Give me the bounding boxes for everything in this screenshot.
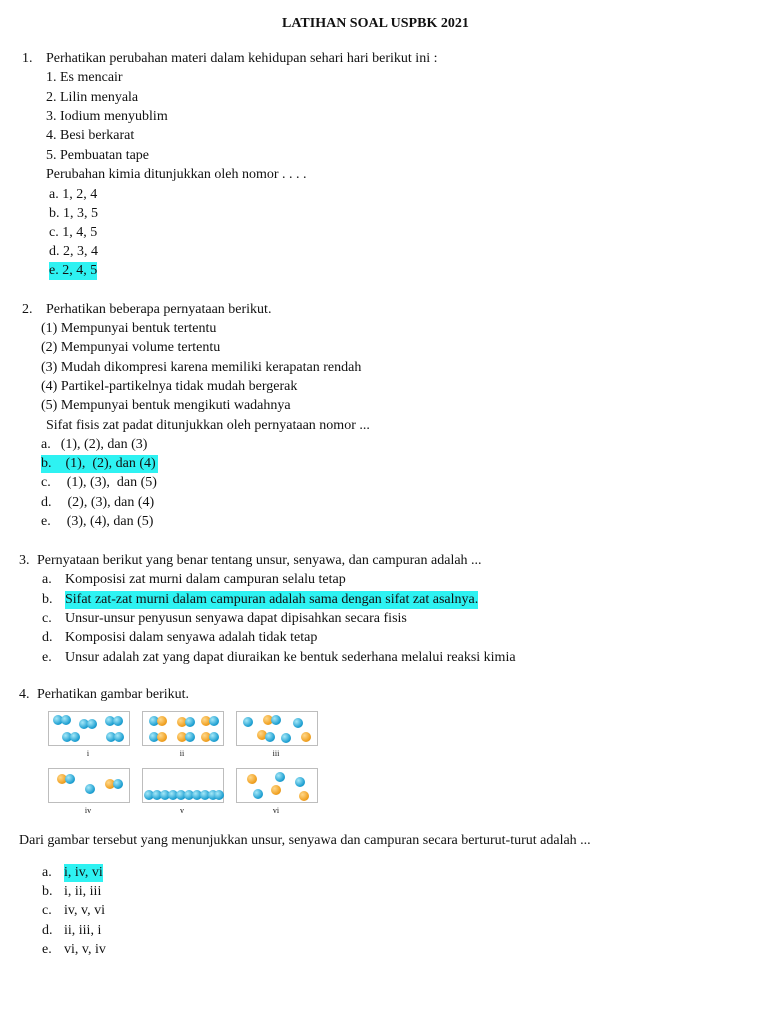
answer-option[interactable]: [49, 224, 97, 242]
question-prompt: Sifat fisis zat padat ditunjukkan oleh pernyataan nomor ...: [46, 418, 370, 433]
question-number: 3.: [19, 553, 30, 568]
option-letter: c.: [41, 475, 51, 490]
question-number: 4.: [19, 687, 30, 702]
option-letter: b.: [42, 884, 53, 899]
option-letter: a.: [42, 865, 52, 880]
answer-option-highlighted[interactable]: [41, 455, 158, 473]
figure-label: ii: [179, 749, 185, 758]
answer-option[interactable]: [41, 494, 154, 512]
question-number: 2.: [22, 302, 33, 317]
list-item: (2) Mempunyai volume tertentu: [41, 340, 221, 355]
list-item: 5. Pembuatan tape: [46, 148, 150, 163]
list-item: 1. Es mencair: [46, 70, 123, 85]
list-item: (4) Partikel-partikelnya tidak mudah bergerak: [41, 379, 298, 394]
answer-option[interactable]: Unsur-unsur penyusun senyawa dapat dipisahkan secara fisis: [65, 611, 407, 626]
option-letter: c.: [42, 611, 52, 626]
option-letter: b.: [41, 456, 52, 471]
option-text: 1, 2, 4: [62, 187, 98, 202]
answer-option-highlighted[interactable]: i, iv, vi: [64, 865, 103, 880]
option-text: (2), (3), dan (4): [67, 495, 155, 510]
answer-option[interactable]: vi, v, iv: [64, 942, 106, 957]
option-text: 2, 3, 4: [63, 244, 98, 259]
list-item: 2. Lilin menyala: [46, 90, 139, 105]
option-letter: e.: [42, 650, 52, 665]
option-letter: a.: [41, 437, 51, 452]
figure-label: v: [180, 806, 184, 815]
particle-figure-iv: [48, 768, 130, 803]
option-text: 1, 3, 5: [63, 206, 98, 221]
question-number: 1.: [22, 51, 33, 66]
answer-option[interactable]: Komposisi dalam senyawa adalah tidak tetap: [65, 630, 318, 645]
question-text: Perhatikan perubahan materi dalam kehidupan sehari hari berikut ini :: [46, 51, 438, 66]
option-letter: b.: [49, 206, 60, 221]
option-letter: c.: [49, 225, 59, 240]
option-text: 1, 4, 5: [62, 225, 98, 240]
answer-option[interactable]: [49, 243, 98, 261]
option-letter: d.: [42, 923, 53, 938]
list-item: (1) Mempunyai bentuk tertentu: [41, 321, 217, 336]
option-letter: d.: [49, 244, 60, 259]
particle-figure-v: [142, 768, 224, 803]
list-item: (3) Mudah dikompresi karena memiliki kerapatan rendah: [41, 360, 362, 375]
answer-option[interactable]: [49, 205, 98, 223]
figure-label: iv: [84, 806, 92, 815]
option-letter: e.: [41, 514, 51, 529]
page-title: LATIHAN SOAL USPBK 2021: [282, 16, 469, 31]
answer-option-highlighted[interactable]: [49, 262, 97, 280]
option-letter: b.: [42, 592, 53, 607]
answer-option[interactable]: Unsur adalah zat yang dapat diuraikan ke bentuk sederhana melalui reaksi kimia: [65, 650, 516, 665]
list-item: 3. Iodium menyublim: [46, 109, 168, 124]
particle-figure-vi: [236, 768, 318, 803]
answer-option[interactable]: [41, 474, 157, 492]
option-text: 2, 4, 5: [62, 263, 98, 278]
particle-figure-i: [48, 711, 130, 746]
option-text: (1), (3), dan (5): [66, 475, 157, 490]
option-letter: d.: [42, 630, 53, 645]
answer-option[interactable]: Komposisi zat murni dalam campuran selalu tetap: [65, 572, 346, 587]
option-text: (3), (4), dan (5): [66, 514, 154, 529]
question-text: Pernyataan berikut yang benar tentang unsur, senyawa, dan campuran adalah ...: [37, 553, 482, 568]
option-letter: e.: [42, 942, 52, 957]
figure-label: vi: [272, 806, 280, 815]
option-letter: a.: [42, 572, 52, 587]
answer-option[interactable]: i, ii, iii: [64, 884, 102, 899]
question-prompt: Perubahan kimia ditunjukkan oleh nomor . . . .: [46, 167, 307, 182]
list-item: 4. Besi berkarat: [46, 128, 135, 143]
answer-option[interactable]: ii, iii, i: [64, 923, 102, 938]
option-letter: e.: [49, 263, 59, 278]
option-text: (1), (2), dan (3): [60, 437, 148, 452]
question-text: Perhatikan gambar berikut.: [37, 687, 190, 702]
list-item: (5) Mempunyai bentuk mengikuti wadahnya: [41, 398, 291, 413]
option-letter: d.: [41, 495, 52, 510]
particle-figure-ii: [142, 711, 224, 746]
answer-option[interactable]: [41, 513, 153, 531]
question-prompt: Dari gambar tersebut yang menunjukkan unsur, senyawa dan campuran secara berturut-turut adalah ...: [19, 833, 591, 848]
figure-label: iii: [272, 749, 280, 758]
answer-option[interactable]: [49, 186, 97, 204]
option-letter: a.: [49, 187, 59, 202]
option-text: (1), (2), dan (4): [65, 456, 156, 471]
option-letter: c.: [42, 903, 52, 918]
particle-figure-iii: [236, 711, 318, 746]
question-text: Perhatikan beberapa pernyataan berikut.: [46, 302, 272, 317]
answer-option[interactable]: iv, v, vi: [64, 903, 105, 918]
figure-label: i: [86, 749, 90, 758]
answer-option[interactable]: [41, 436, 147, 454]
answer-option-highlighted[interactable]: Sifat zat-zat murni dalam campuran adalah sama dengan sifat zat asalnya.: [65, 592, 479, 607]
